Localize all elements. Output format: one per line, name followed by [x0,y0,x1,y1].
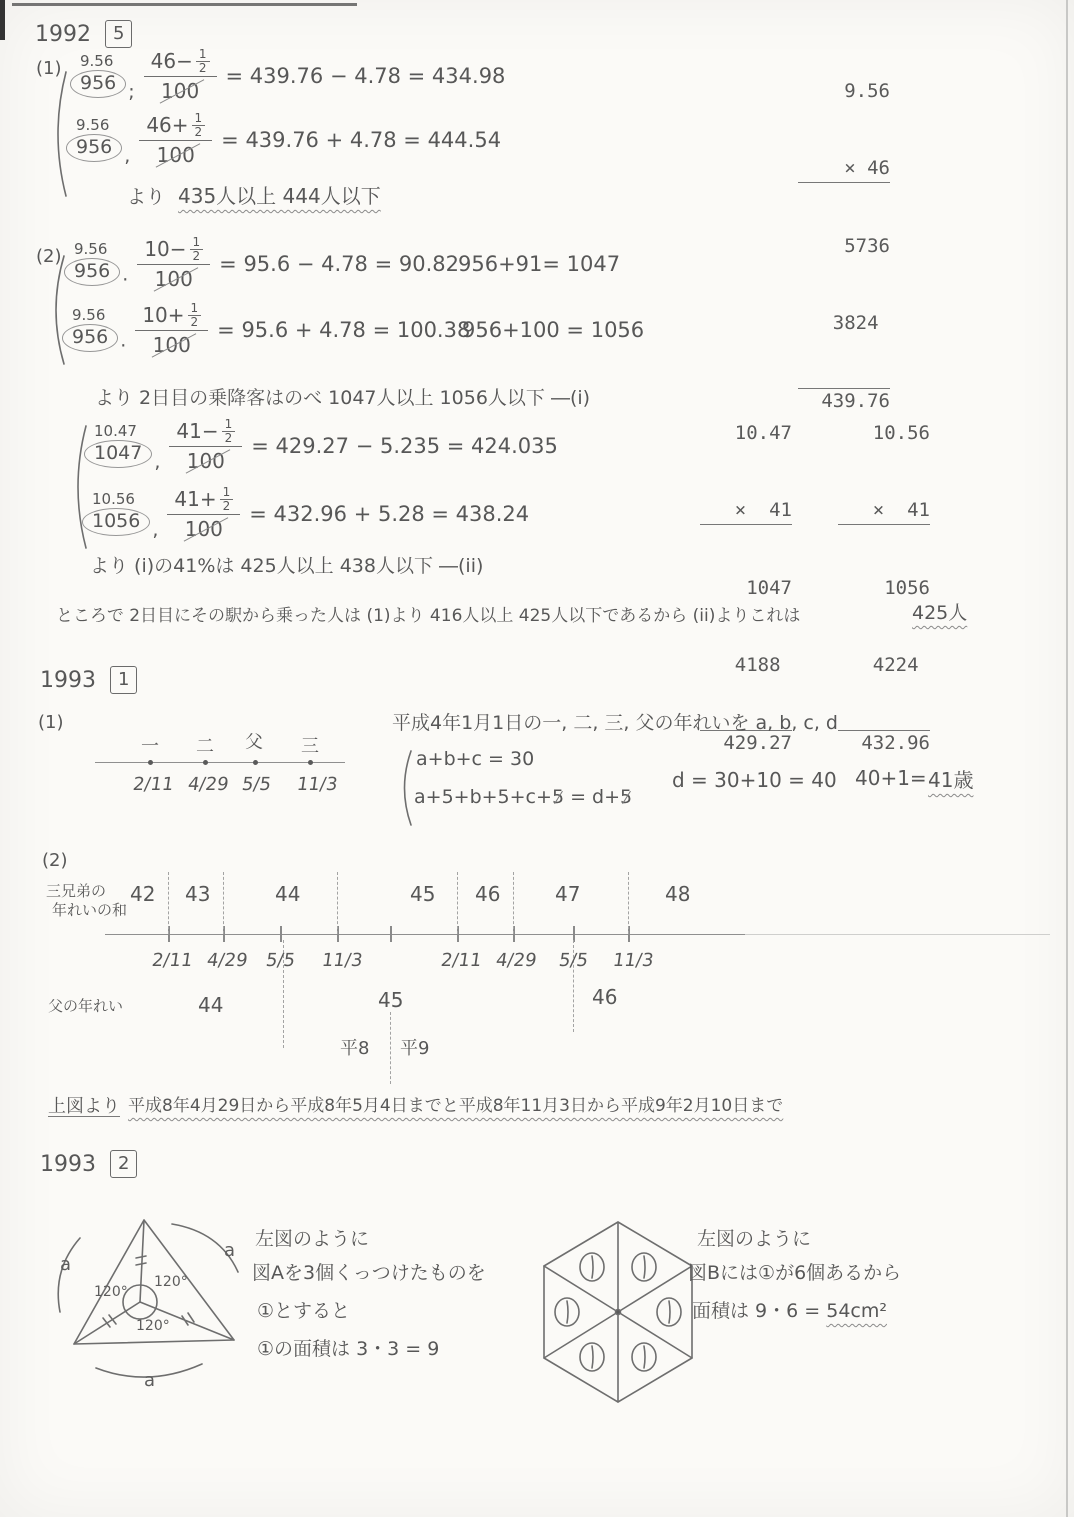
fraction [135,302,208,357]
dashed-separator [390,1012,391,1084]
year-label: 1993 [40,667,96,693]
circled-value: 956 [62,324,118,352]
multiplicand: 10.47 [734,422,792,445]
fraction-numerator: 10+ [142,303,185,328]
intermediate-conclusion: より (i)の41%は 425人以上 438人以下 ―(ii) [90,555,484,577]
circled-value: 956 [66,134,122,162]
side-calculation: 956+100 = 1056 [462,318,645,342]
side-length-label: a [60,1254,72,1275]
equation-text: a+5+b+5+c+ [414,786,552,808]
final-answer: 425人 [912,602,968,624]
converted-value [66,115,122,162]
person-label: 二 [196,736,214,757]
birthday-date: 11/3 [611,950,655,971]
answer-age: 41歳 [928,768,974,792]
dashed-separator [628,872,629,934]
birthday-date: 2/11 [131,774,175,795]
mini-fraction: $\frac{1}{2}$ [222,418,236,444]
age-sum: 42 [130,882,156,906]
hexagon-figure [530,1216,706,1408]
father-age: 44 [198,993,224,1017]
angle-label: 120° [94,1284,128,1300]
dashed-separator [457,872,458,934]
fraction-denominator: 100 [184,517,223,542]
side-length-label: a [144,1370,156,1391]
system-equation-2 [414,786,632,808]
equation-result: = 95.6 + 4.78 = 100.38 [217,317,471,342]
area-prefix: 面積は 9・6 = [692,1300,821,1322]
dashed-separator [337,872,338,934]
product: 429.27 [700,730,792,757]
axis-label: 三兄弟の [46,882,107,900]
timeline-point [148,760,153,765]
age-sum: 46 [475,882,501,906]
birthday-date: 2/11 [439,950,483,971]
equation-line [82,486,529,541]
separator: · [120,335,127,358]
unit-shape-mark [580,1253,604,1281]
calculation: d = 30+10 = 40 [672,768,837,792]
converted-value [84,421,152,468]
dashed-separator [168,872,169,934]
age-sum: 47 [555,882,581,906]
mini-fraction: $\frac{1}{2}$ [190,236,204,262]
triangle-figure [52,1210,272,1400]
fraction-numerator: 10− [144,237,187,262]
fraction-denominator: 100 [152,333,191,358]
conclusion-prefix: より [127,186,166,208]
angle-label: 120° [136,1318,170,1334]
product: 432.96 [838,730,930,757]
scan-edge-right [1066,0,1068,1517]
person-label: 三 [301,736,319,757]
partial-product: 1056 [884,577,930,600]
center-dot [616,1310,621,1315]
fraction-numerator: 46− [150,49,193,74]
fraction [137,236,210,291]
unit-shape-mark [632,1343,656,1371]
dashed-separator [513,872,514,934]
birthday-date: 11/3 [320,950,364,971]
timeline-point [253,760,258,765]
fraction-denominator: 100 [156,143,195,168]
long-multiplication [700,370,792,808]
age-sum: 43 [185,882,211,906]
circled-value: 1056 [82,508,150,536]
father-age: 45 [378,988,404,1012]
birthday-date: 5/5 [557,950,590,971]
person-label: 一 [141,736,159,757]
multiplier: × 46 [798,156,890,183]
equation-line [84,418,558,473]
fraction-numerator: 41+ [174,487,217,512]
mini-fraction: $\frac{1}{2}$ [196,48,210,74]
birthday-date: 2/11 [150,950,194,971]
area-calculation [692,1296,887,1323]
separator: , [154,451,161,474]
intermediate-conclusion: より 2日目の乗降客はのべ 1047人以上 1056人以下 ―(i) [95,387,591,409]
year-label: 1993 [40,1151,96,1177]
equation-result: = 439.76 + 4.78 = 444.54 [221,127,502,152]
explanation-line: 図Aを3個くっつけたものを [252,1262,486,1284]
circled-value: 1047 [84,440,152,468]
explanation-line: 左図のように [255,1228,370,1250]
separator: , [152,519,159,542]
original-decimal: 9.56 [74,239,108,258]
separator: · [122,269,129,292]
fraction [167,486,240,541]
age-sum: 44 [275,882,301,906]
product: 439.76 [798,388,890,415]
fraction-numerator: 41− [176,419,219,444]
converted-value [70,51,126,98]
multiplier: × 41 [838,498,930,525]
partial-product: 4224 [872,654,930,677]
circled-value: 956 [70,70,126,98]
cancelled-term: 5 [551,786,565,808]
year-label: 1992 [35,21,91,47]
separator: ; [128,81,135,104]
side-length-label: a [224,1240,236,1261]
axis-tick [390,926,392,942]
partial-product: 5736 [844,235,890,258]
age-sum: 48 [665,882,691,906]
fraction-denominator: 100 [186,449,225,474]
mini-fraction: $\frac{1}{2}$ [188,302,202,328]
mini-fraction: $\frac{1}{2}$ [192,112,206,138]
converted-value [64,239,120,286]
separator: , [124,145,131,168]
timeline-axis-extension [745,934,1050,935]
explanation-line: 左図のように [697,1228,812,1250]
answer-prefix: 40+1= [855,766,927,790]
scan-edge-top [12,3,357,6]
dashed-separator [223,872,224,934]
birthday-date: 11/3 [295,774,339,795]
birthday-date: 5/5 [240,774,273,795]
converted-value [82,489,150,536]
side-calculation: 956+91= 1047 [458,252,621,276]
unit-shape-mark [580,1343,604,1371]
equation-result: = 429.27 − 5.235 = 424.035 [251,433,558,458]
problem-header-1992-5 [35,20,132,48]
axis-tick [280,926,282,942]
side-arc [58,1238,80,1312]
cancelled-term: 5 [620,786,633,808]
equation-line [66,112,501,167]
original-decimal: 9.56 [72,305,106,324]
part-label: (1) [36,58,62,79]
partial-product: 4188 [734,654,792,677]
part-label: (2) [42,850,68,871]
equation-result: = 439.76 − 4.78 = 434.98 [225,63,506,88]
equation-result: = 432.96 + 5.28 = 438.24 [249,501,530,526]
original-decimal: 9.56 [80,51,114,70]
question-number-box: 1 [110,666,137,694]
variable-definition: 平成4年1月1日の一, 二, 三, 父の年れいを a, b, c, d [392,712,838,734]
system-equation-1: a+b+c = 30 [416,748,535,770]
fraction [139,112,212,167]
fraction-denominator: 100 [161,79,200,104]
explanation-line: ①とすると [257,1300,351,1322]
long-multiplication [838,370,930,808]
partial-product: 3824 [832,312,890,335]
answer-range: 435人以上 444人以下 [178,184,381,208]
birthday-date: 4/29 [186,774,230,795]
original-decimal: 9.56 [76,115,110,134]
question-number-box: 5 [105,20,132,48]
part-label: (1) [38,712,64,733]
unit-shape-mark [555,1298,579,1326]
problem-header-1993-2 [40,1150,137,1178]
converted-value [62,305,118,352]
fraction [169,418,242,473]
answer-period: 平成8年4月29日から平成8年5月4日までと平成8年11月3日から平成9年2月10日まで [128,1096,784,1116]
multiplicand: 9.56 [844,80,890,103]
scan-edge-corner [0,0,5,40]
conclusion-prefix: 上図より [48,1096,120,1117]
circled-value: 956 [64,258,120,286]
equation-text: = d+ [564,786,621,808]
multiplier: × 41 [700,498,792,525]
fraction-denominator: 100 [154,267,193,292]
timeline-point [308,760,313,765]
explanation-line: ①の面積は 3・3 = 9 [257,1338,440,1360]
father-age: 46 [592,985,618,1009]
age-sum: 45 [410,882,436,906]
unit-shape-mark [657,1298,681,1326]
equation-result: = 95.6 − 4.78 = 90.82 [219,251,459,276]
area-answer: 54cm² [826,1300,887,1322]
fraction [144,48,217,103]
original-decimal: 10.47 [94,421,137,440]
angle-label: 120° [154,1274,188,1290]
part-label: (2) [36,246,62,267]
birthday-date: 5/5 [264,950,297,971]
equation-line [64,236,459,291]
birthday-date: 4/29 [494,950,538,971]
equation-line [70,48,505,103]
question-number-box: 2 [110,1150,137,1178]
era-label: 平9 [400,1038,430,1059]
system-paren [396,748,414,828]
explanation-line: 図Bには①が6個あるから [688,1262,902,1284]
mini-fraction: $\frac{1}{2}$ [220,486,234,512]
tick-mark [136,1256,146,1265]
person-label: 父 [245,732,263,753]
original-decimal: 10.56 [92,489,135,508]
father-axis-label: 父の年れい [48,997,124,1015]
final-reasoning: ところで 2日目にその駅から乗った人は (1)より 416人以上 425人以下であるから (ii)よりこれは [56,606,801,626]
timeline-axis [105,934,745,935]
multiplicand: 10.56 [872,422,930,445]
partial-product: 1047 [746,577,792,600]
problem-header-1993-1 [40,666,137,694]
axis-label: 年れいの和 [52,901,128,919]
timeline-point [203,760,208,765]
birthday-date: 4/29 [205,950,249,971]
fraction-numerator: 46+ [146,113,189,138]
equation-line [62,302,470,357]
unit-shape-mark [632,1253,656,1281]
era-label: 平8 [340,1038,370,1059]
